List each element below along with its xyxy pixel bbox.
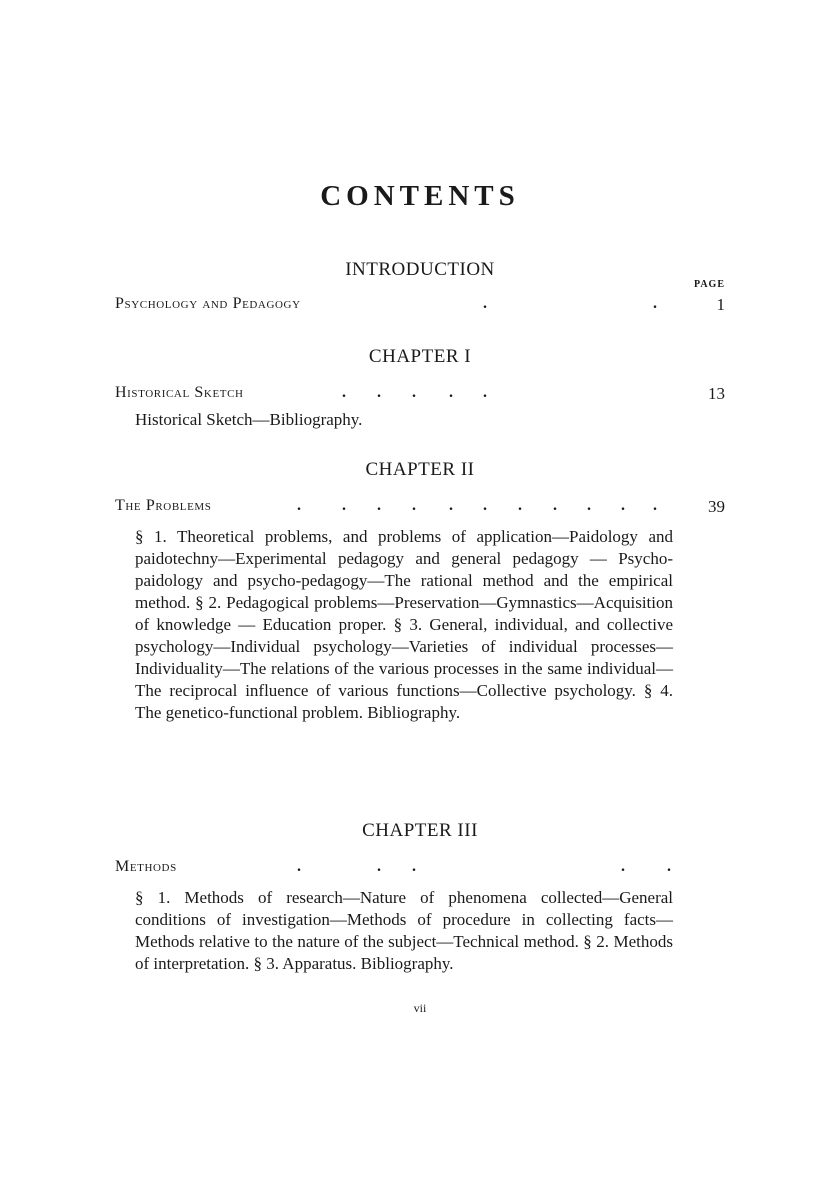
introduction-heading: INTRODUCTION bbox=[345, 259, 495, 280]
chapter-1-heading: CHAPTER I bbox=[368, 346, 472, 367]
chapter-3-summary-text: § 1. Methods of research—Nature of phenomena collected—General conditions of investigation—Methods of procedure in collecting facts—Methods relative to the nature of the subject—Technical method. § 2. Methods of interpretation. § 3. Apparatus. Bibliography. bbox=[135, 888, 673, 973]
page-folio: vii bbox=[413, 1001, 427, 1015]
toc-entry-the-problems[interactable] bbox=[115, 497, 725, 521]
toc-entry-page: 1 bbox=[716, 295, 725, 314]
toc-entry-page: 39 bbox=[708, 497, 725, 516]
chapter-2-summary-text: § 1. Theoretical problems, and problems of application—Paidology and paidotechny—Experimental pedagogy and general pedagogy — Psycho-paidology and psycho-pedagogy—The rational method and the empirical method. § 2. Pedagogical problems—Preservation—Gymnastics—Acquisition of knowledge — Education proper. § 3. General, individual, and collective psychology—Individual psychology—Varieties of individual processes—Individuality—The relations of the various processes in the same individual—The reciprocal influence of various functions—Collective psychology. § 4. The genetico-functional problem. Bibliography. bbox=[135, 527, 673, 722]
toc-entry-label: The Problems bbox=[115, 497, 212, 514]
toc-entry-historical-sketch[interactable] bbox=[115, 384, 725, 408]
chapter-2-heading: CHAPTER II bbox=[365, 459, 475, 480]
toc-entry-psychology-pedagogy[interactable] bbox=[115, 295, 725, 319]
leader-dots: . . . . . bbox=[297, 858, 671, 875]
leader-dots: . . . . . . . . . . . bbox=[297, 497, 657, 514]
leader-dots: . . . . . bbox=[342, 384, 487, 401]
leader-dots: . . bbox=[483, 295, 657, 312]
chapter-1-summary: Historical Sketch—Bibliography. bbox=[135, 410, 363, 429]
toc-entry-label: Historical Sketch bbox=[115, 384, 244, 401]
page-title: CONTENTS bbox=[320, 180, 520, 212]
toc-entry-page: 13 bbox=[708, 384, 725, 403]
toc-entry-methods[interactable] bbox=[115, 858, 725, 882]
toc-entry-label: Methods bbox=[115, 858, 177, 875]
chapter-3-summary bbox=[135, 887, 673, 975]
chapter-2-summary bbox=[135, 526, 673, 724]
page-column-label: PAGE bbox=[693, 279, 725, 290]
toc-entry-label: Psychology and Pedagogy bbox=[115, 295, 301, 312]
chapter-3-heading: CHAPTER III bbox=[362, 820, 478, 841]
